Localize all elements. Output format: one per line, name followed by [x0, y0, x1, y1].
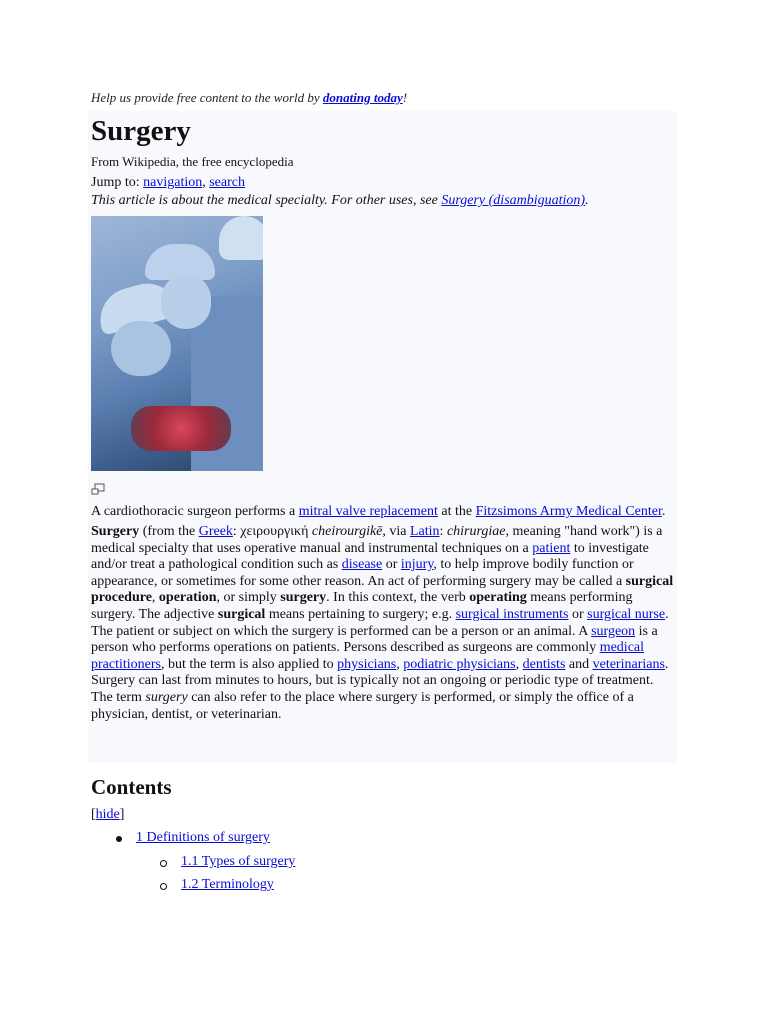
photo-shape	[161, 274, 211, 329]
jump-label: Jump to:	[91, 175, 144, 190]
lead-paragraph	[91, 524, 677, 723]
lead-text: means performing surgery. The adjective	[91, 590, 633, 622]
photo-shape	[111, 321, 171, 376]
bold-term: surgical procedure	[91, 573, 674, 606]
lead-text: ,	[151, 590, 159, 606]
site-subtitle: From Wikipedia, the free encyclopedia	[91, 154, 294, 169]
caption-text: A cardiothoracic surgeon performs a	[91, 504, 299, 519]
toc-item-types[interactable]: 1.1 Types of surgery	[181, 854, 296, 869]
circle-bullet-icon	[160, 860, 167, 867]
greek-link[interactable]: Greek	[198, 524, 233, 539]
search-link[interactable]: search	[209, 175, 245, 190]
surgical-nurse-link[interactable]: surgical nurse	[587, 606, 666, 622]
lead-text: (from the	[139, 524, 199, 539]
veterinarians-link[interactable]: veterinarians	[592, 656, 665, 672]
banner-suffix: !	[402, 90, 408, 105]
lead-text: ,	[515, 656, 523, 672]
hatnote	[91, 192, 677, 210]
toc-item-terminology[interactable]: 1.2 Terminology	[181, 877, 274, 892]
fitzsimons-link[interactable]: Fitzsimons Army Medical Center	[475, 504, 662, 519]
toc-item-definitions[interactable]: 1 Definitions of surgery	[136, 830, 270, 845]
lead-text: means pertaining to surgery; e.g.	[265, 606, 456, 622]
mitral-valve-link[interactable]: mitral valve replacement	[298, 504, 438, 519]
lead-text: or	[568, 606, 588, 622]
hatnote-text: This article is about the medical specialty. For other uses, see	[91, 193, 442, 208]
lead-text: , meaning "hand work") is a medical specialty that uses operative manual and instrumental techniques on a	[91, 524, 663, 556]
lead-text: is a person who performs operations on patients. Persons described as surgeons are commonly	[91, 623, 658, 656]
article-body	[88, 111, 677, 763]
jump-separator: ,	[202, 175, 210, 190]
hide-link[interactable]: hide	[95, 807, 120, 822]
lead-text: can also refer to the place where surgery is performed, or simply the office of a physician, dentist, or veterinarian.	[91, 689, 634, 722]
lead-text: . Surgery can last from minutes to hours, but is typically not an ongoing or periodic type of treatment. The term	[91, 656, 669, 705]
lead-text: , but the term is also applied to	[160, 656, 338, 672]
photo-shape	[219, 216, 263, 260]
contents-heading: Contents	[91, 775, 172, 799]
surgeon-link[interactable]: surgeon	[591, 623, 636, 639]
bold-term: Surgery	[91, 524, 140, 539]
lead-text: . In this context, the verb	[326, 590, 470, 606]
magnify-icon[interactable]	[91, 483, 105, 495]
bold-term: surgical	[217, 606, 266, 622]
lead-text: ,	[396, 656, 404, 672]
toc-toggle	[91, 807, 124, 823]
photo-shape	[131, 406, 231, 451]
lead-text: or	[382, 557, 401, 573]
bold-term: surgery	[280, 590, 327, 606]
lead-text: , to help improve bodily function or appearance, or sometimes for some other reason. An act of performing surgery may be called a	[91, 557, 634, 589]
lead-text: , via	[382, 524, 410, 539]
surgery-photo[interactable]	[91, 216, 263, 471]
italic-term: cheirourgikē	[311, 524, 383, 539]
bold-term: operation	[158, 590, 217, 606]
italic-term: surgery	[145, 689, 188, 705]
patient-link[interactable]: patient	[532, 540, 571, 556]
donation-banner	[91, 90, 407, 106]
lead-text: . The patient or subject on which the surgery is performed can be a person or an animal. A	[91, 606, 669, 639]
physicians-link[interactable]: physicians	[337, 656, 397, 672]
disc-bullet-icon	[116, 836, 122, 842]
lead-text: to investigate and/or treat a pathological condition such as	[91, 540, 649, 573]
bold-term: operating	[469, 590, 527, 606]
image-caption	[91, 503, 677, 520]
hatnote-end: .	[585, 193, 589, 208]
lead-text: , or simply	[216, 590, 281, 606]
lead-text: : χειρουργική	[232, 524, 312, 539]
lead-text: and	[565, 656, 593, 672]
podiatric-physicians-link[interactable]: podiatric physicians	[403, 656, 516, 672]
disease-link[interactable]: disease	[341, 557, 383, 573]
disambiguation-link[interactable]: Surgery (disambiguation)	[441, 193, 586, 208]
banner-text: Help us provide free content to the world by	[91, 90, 323, 105]
navigation-link[interactable]: navigation	[143, 175, 203, 190]
circle-bullet-icon	[160, 883, 167, 890]
jump-to	[91, 174, 677, 192]
injury-link[interactable]: injury	[400, 557, 434, 573]
bracket: [	[91, 807, 96, 822]
latin-link[interactable]: Latin	[410, 524, 440, 539]
dentists-link[interactable]: dentists	[522, 656, 566, 672]
medical-practitioners-link[interactable]: medical practitioners	[91, 640, 645, 672]
bracket: ]	[119, 807, 125, 822]
italic-term: chirurgiae	[446, 524, 506, 539]
donate-link[interactable]: donating today	[322, 90, 403, 105]
caption-text: at the	[437, 504, 476, 519]
page-title: Surgery	[91, 115, 191, 147]
surgical-instruments-link[interactable]: surgical instruments	[455, 606, 569, 622]
lead-text: :	[439, 524, 447, 539]
caption-text: .	[661, 504, 666, 519]
